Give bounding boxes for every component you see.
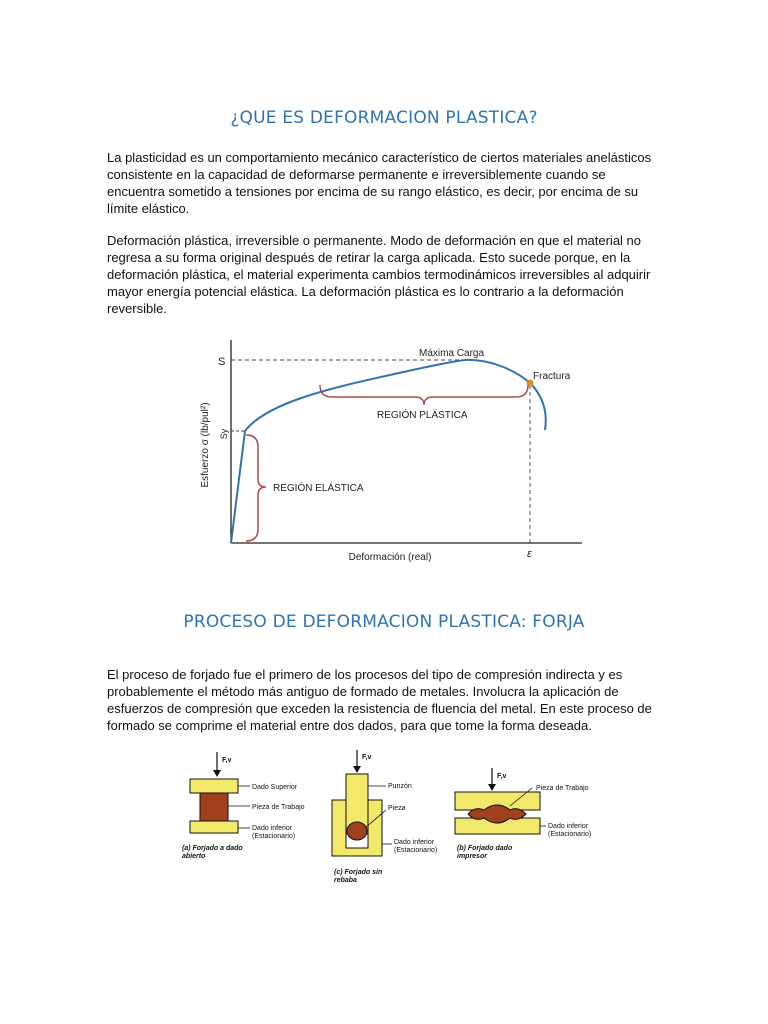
lower-die — [190, 821, 238, 833]
forging-open-die — [182, 752, 305, 860]
forging-flashless — [332, 750, 437, 884]
plastic-region-brace — [320, 385, 528, 405]
label-lower-die: Dado inferior — [394, 839, 435, 846]
force-label: F,v — [222, 757, 232, 764]
y-axis-label: Esfuerzo σ (lb/pul²) — [200, 402, 211, 488]
workpiece — [200, 793, 228, 821]
heading-proceso-forja: PROCESO DE DEFORMACION PLASTICA: FORJA — [183, 612, 585, 632]
label-punch: Punzón — [388, 783, 412, 790]
label-stationary: (Estacionario) — [252, 833, 296, 840]
caption-a-2: abierto — [182, 853, 206, 860]
label-stationary: (Estacionario) — [394, 847, 438, 854]
label-s: S — [218, 356, 226, 368]
paragraph-deformacion-plastica: Deformación plástica, irreversible o permanente. Modo de deformación en que el material no regresa a su forma original después de retirar la carga aplicada. Esto sucede porque, en la deformación plástica, el material experimenta cambios termodinámicos irreversibles al adquirir mayor energía potencial elástica. La deformación plástica es lo contrario a la deformación reversible. — [107, 233, 651, 316]
label-max-load: Máxima Carga — [419, 348, 485, 359]
label-elastic-region: REGIÓN ELÁSTICA — [273, 483, 364, 494]
label-stationary: (Estacionario) — [548, 831, 592, 838]
paragraph-forjado: El proceso de forjado fue el primero de los procesos del tipo de compresión indirecta y es probablemente el método más antiguo de formado de metales. Involucra la aplicación de esfuerzos de compresión que exceden la resistencia de fluencia del metal. En este proceso de formado se comprime el material entre dos dados, para que tome la forma deseada. — [107, 667, 652, 733]
label-workpiece: Pieza de Trabajo — [252, 804, 305, 811]
label-upper-die: Dado Superior — [252, 784, 298, 791]
caption-a-1: (a) Forjado a dado — [182, 845, 243, 852]
forging-impression-die — [455, 768, 591, 860]
upper-die — [190, 779, 238, 793]
forging-figure — [160, 748, 600, 898]
caption-c-1: (c) Forjado sin — [334, 869, 383, 876]
arrow-head — [488, 784, 496, 791]
x-axis-label: Deformación (real) — [348, 552, 432, 563]
heading-deformacion-plastica: ¿QUE ES DEFORMACION PLASTICA? — [230, 108, 538, 128]
stress-strain-curve — [231, 360, 546, 543]
arrow-head — [213, 770, 221, 777]
label-epsilon: ε — [527, 548, 532, 560]
label-piece: Pieza — [388, 805, 406, 812]
label-plastic-region: REGIÓN PLÁSTICA — [377, 410, 468, 421]
label-fracture: Fractura — [533, 371, 571, 382]
elastic-region-brace — [246, 435, 266, 541]
label-workpiece: Pieza de Trabajo — [536, 785, 589, 792]
paragraph-plasticidad: La plasticidad es un comportamiento mecánico característico de ciertos materiales anelásticos consistente en la capacidad de deformarse permanente e irreversiblemente cuando se encuentra sometido a tensiones por encima de su rango elástico, es decir, por encima de su límite elástico. — [107, 150, 652, 216]
stress-strain-figure — [190, 335, 590, 575]
piece — [347, 822, 367, 840]
force-label: F,v — [497, 773, 507, 780]
label-lower-die: Dado inferior — [252, 825, 293, 832]
arrow-head — [353, 766, 361, 773]
caption-c-2: rebaba — [334, 877, 357, 884]
label-sy: Sy — [219, 428, 229, 440]
caption-b-1: (b) Forjado dado — [457, 845, 513, 852]
force-label: F,v — [362, 754, 372, 761]
label-lower-die: Dado inferior — [548, 823, 589, 830]
caption-b-2: impresor — [457, 853, 487, 860]
